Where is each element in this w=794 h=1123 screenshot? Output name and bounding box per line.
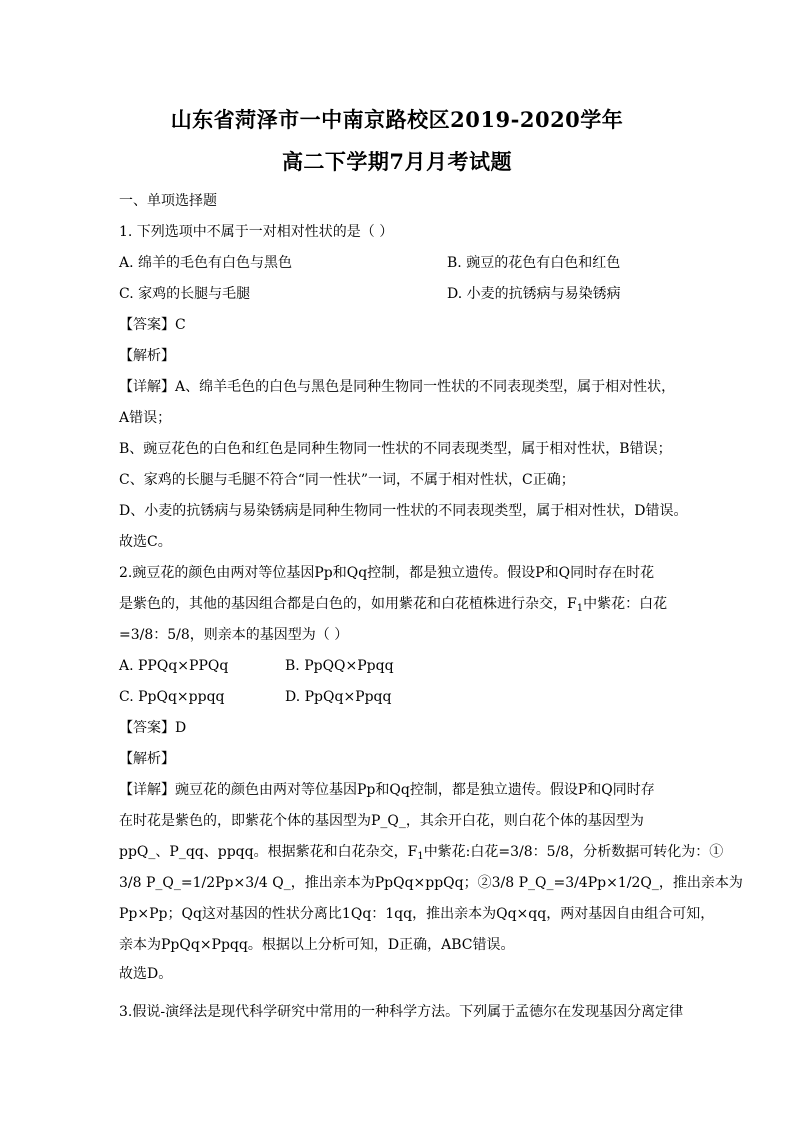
q1-options-row-1	[119, 248, 679, 279]
document-title: 山东省菏泽市一中南京路校区2019-2020学年	[170, 107, 624, 132]
q1-detail-line: B、豌豆花色的白色和红色是同种生物同一性状的不同表现类型，属于相对性状，B错误；	[119, 441, 672, 457]
q2-answer: 【答案】D	[119, 720, 187, 736]
q2-analysis-label: 【解析】	[119, 751, 175, 767]
q2-detail-text: ppQ_、P_qq、ppqq。根据紫花和白花杂交，F	[119, 844, 418, 860]
q2-detail-line: 在时花是紫色的，即紫花个体的基因型为P_Q_，其余开白花，则白花个体的基因型为	[119, 813, 644, 829]
q2-detail-line	[119, 837, 724, 868]
q1-detail-line: C、家鸡的长腿与毛腿不符合“同一性状”一词，不属于相对性状，C正确；	[119, 472, 575, 488]
q1-option-c: C. 家鸡的长腿与毛腿	[119, 286, 251, 302]
q2-detail-line: 3/8 P_Q_=1/2Pp×3/4 Q_，推出亲本为PpQq×ppQq；②3/8 P_Q_=3/4Pp×1/2Q_，推出亲本为	[119, 875, 743, 891]
q1-options-row-2	[119, 279, 679, 310]
q2-options-row-1	[119, 651, 679, 682]
q2-detail-line: Pp×Pp；Qq这对基因的性状分离比1Qq：1qq，推出亲本为Qq×qq，两对基因自由组合可知，	[119, 906, 715, 922]
q1-option-b: B. 豌豆的花色有白色和红色	[447, 255, 621, 271]
q1-detail-line: D、小麦的抗锈病与易染锈病是同种生物同一性状的不同表现类型，属于相对性状，D错误。	[119, 503, 688, 519]
q2-stem-text: 中紫花：白花	[583, 596, 668, 612]
q2-option-a: A. PPQq×PPQq	[119, 658, 229, 674]
q2-stem-line: 2.豌豆花的颜色由两对等位基因Pp和Qq控制，都是独立遗传。假设P和Q同时存在时花	[119, 565, 655, 581]
q2-conclusion: 故选D。	[119, 966, 173, 982]
q2-stem-line	[119, 589, 679, 620]
q1-stem: 1. 下列选项中不属于一对相对性状的是（ ）	[119, 224, 394, 240]
q2-stem-subscript: 1	[576, 603, 584, 614]
q1-answer: 【答案】C	[119, 317, 186, 333]
q2-detail-subscript: 1	[417, 851, 424, 862]
q2-option-c: C. PpQq×ppqq	[119, 689, 225, 705]
q2-option-b: B. PpQQ×Ppqq	[285, 658, 394, 674]
document-subtitle: 高二下学期7月月考试题	[281, 149, 513, 174]
q2-detail-line: 【详解】豌豆花的颜色由两对等位基因Pp和Qq控制，都是独立遗传。假设P和Q同时存	[119, 782, 655, 798]
document-body	[119, 186, 743, 1028]
q2-option-d: D. PpQq×Ppqq	[285, 689, 392, 705]
q1-option-a: A. 绵羊的毛色有白色与黑色	[119, 255, 293, 271]
q1-detail-line: 【详解】A、绵羊毛色的白色与黑色是同种生物同一性状的不同表现类型，属于相对性状，	[119, 379, 676, 395]
q2-stem-line: =3/8：5/8，则亲本的基因型为（ ）	[119, 627, 349, 643]
spacer	[119, 987, 679, 997]
q2-options-row-2	[119, 682, 679, 713]
q2-detail-line: 亲本为PpQq×Ppqq。根据以上分析可知，D正确，ABC错误。	[119, 937, 515, 953]
q1-detail-line: A错误；	[119, 410, 172, 426]
section-heading: 一、单项选择题	[119, 193, 217, 209]
q2-detail-text: 中紫花:白花=3/8：5/8，分析数据可转化为：①	[423, 844, 724, 860]
q1-analysis-label: 【解析】	[119, 348, 175, 364]
q2-stem-text: 是紫色的，其他的基因组合都是白色的，如用紫花和白花植株进行杂交，F	[119, 596, 577, 612]
q1-option-d: D. 小麦的抗锈病与易染锈病	[447, 286, 621, 302]
q1-conclusion: 故选C。	[119, 534, 172, 550]
q3-stem-line: 3.假说-演绎法是现代科学研究中常用的一种科学方法。下列属于孟德尔在发现基因分离定律	[119, 1004, 684, 1020]
